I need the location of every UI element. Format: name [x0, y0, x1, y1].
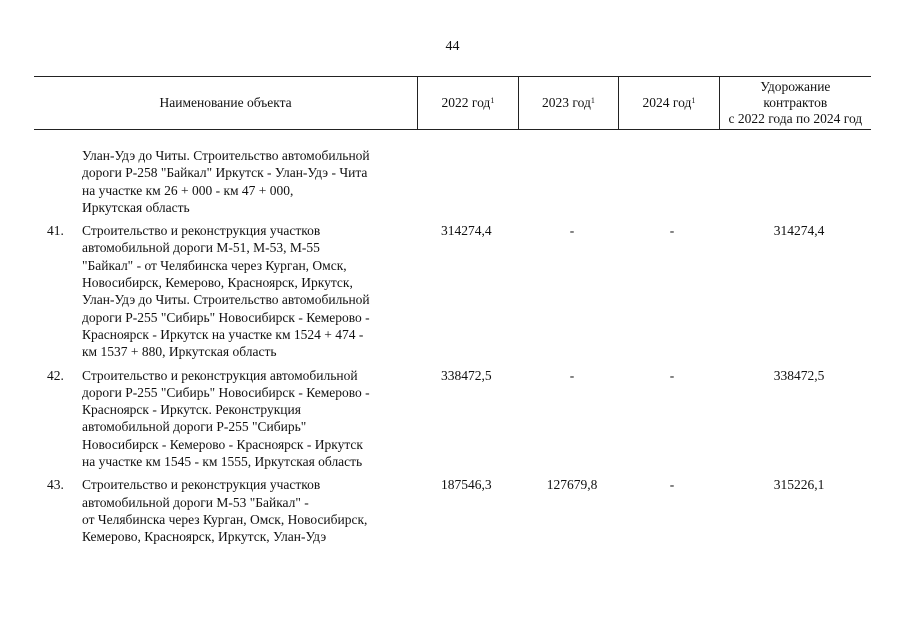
data-table: [34, 76, 871, 552]
row-number: 43.: [47, 477, 64, 493]
header-total-increase-label: Удорожание контрактов с 2022 года по 2024 год: [728, 79, 863, 126]
object-name: Строительство и реконструкция участков автомобильной дороги М-51, М-53, М-55 "Байкал" - от Челябинска через Курган, Омск, Новосибирск, Кемерово, Красноярск, Иркутск, Улан-Удэ до Читы. Строительство автомобильной дороги Р-255 "Сибирь" Новосибирск - Кемерово - Красноярск - Иркутск на участке км 1524 + 474 - км 1537 + 880, Иркутская область: [82, 223, 370, 360]
value-2024: -: [669, 223, 675, 239]
table-header: [34, 76, 871, 130]
header-total-increase: [719, 77, 871, 129]
row-number: 41.: [47, 223, 64, 239]
value-2023: -: [569, 223, 575, 239]
value-total: 314274,4: [773, 223, 825, 239]
value-total: 338472,5: [773, 367, 825, 383]
value-total: 315226,1: [773, 477, 825, 493]
value-2024: [619, 147, 719, 216]
object-name: Строительство и реконструкция автомобильной дороги Р-255 "Сибирь" Новосибирск - Кемерово - Красноярск - Иркутск. Реконструкция автомобильной дороги Р-255 "Сибирь" Новосибирск - Кемерово - Красноярск - Иркутск на участке км 1545 - км 1555, Иркутская область: [82, 367, 370, 470]
footnote-mark: 1: [691, 96, 696, 105]
header-object-name: [34, 77, 417, 129]
value-total: [719, 147, 871, 216]
value-2022: [419, 147, 519, 216]
page-number: 44: [445, 39, 460, 54]
row-number: 42.: [47, 367, 64, 383]
object-name: Строительство и реконструкция участков автомобильной дороги М-53 "Байкал" - от Челябинска через Курган, Омск, Новосибирск, Кемерово, Красноярск, Иркутск, Улан-Удэ: [82, 477, 368, 545]
header-year-2022-label: 2022 год: [441, 95, 491, 110]
value-2023: 127679,8: [546, 477, 598, 493]
value-2024: -: [669, 367, 675, 383]
table-row: [34, 147, 871, 216]
value-2022: 187546,3: [441, 477, 492, 493]
row-number: [34, 147, 82, 216]
header-object-name-label: Наименование объекта: [159, 95, 292, 110]
table-row: [34, 367, 871, 471]
header-year-2024-label: 2024 год: [642, 95, 692, 110]
table-row: [34, 476, 871, 545]
footnote-mark: 1: [490, 96, 495, 105]
header-year-2022: [417, 77, 518, 129]
value-2023: [519, 147, 619, 216]
table-body: [34, 130, 871, 546]
value-2022: 338472,5: [441, 367, 492, 383]
table-row: [34, 222, 871, 360]
value-2024: -: [669, 477, 675, 493]
value-2023: -: [569, 367, 575, 383]
header-year-2023: [518, 77, 619, 129]
header-year-2023-label: 2023 год: [542, 95, 591, 110]
object-name: Улан-Удэ до Читы. Строительство автомобильной дороги Р-258 "Байкал" Иркутск - Улан-Удэ - Чита на участке км 26 + 000 - км 47 + 000, Иркутская область: [82, 148, 370, 215]
value-2022: 314274,4: [441, 223, 492, 239]
footnote-mark: 1: [590, 96, 595, 105]
header-year-2024: [618, 77, 719, 129]
